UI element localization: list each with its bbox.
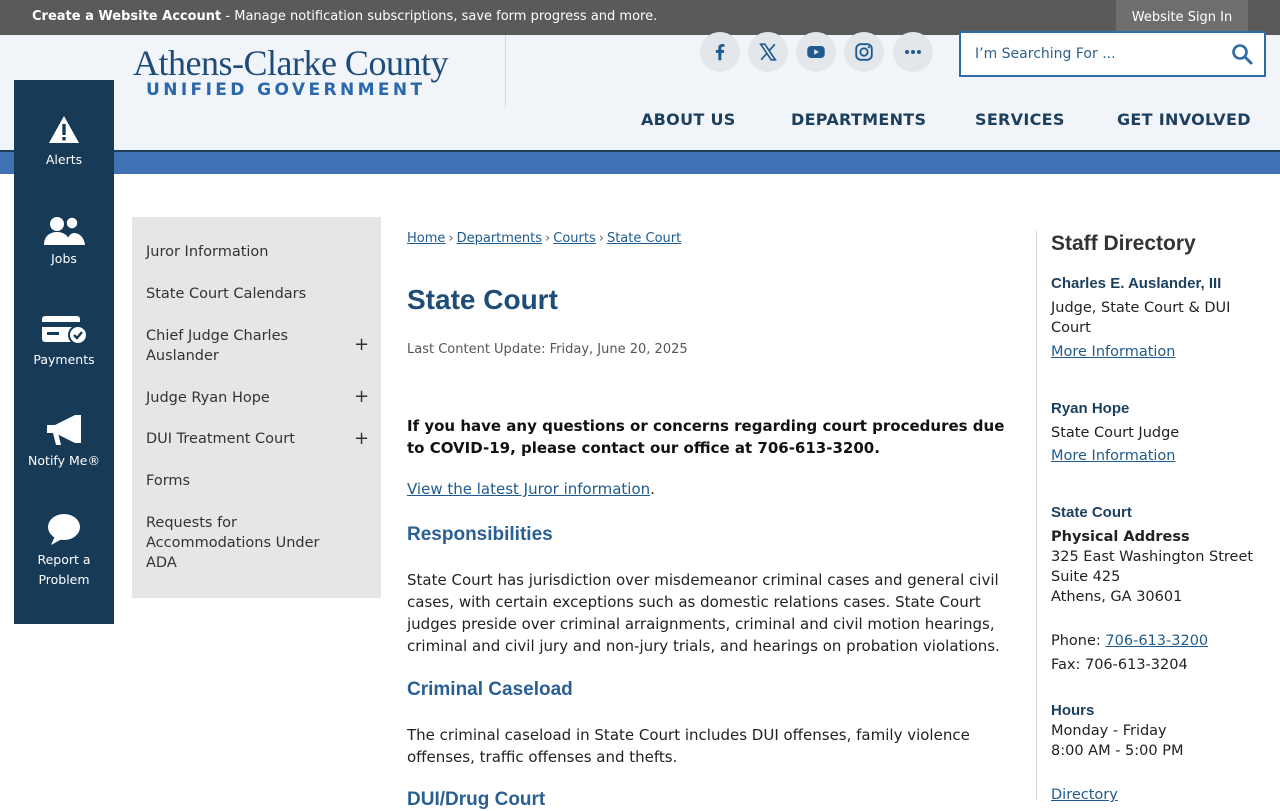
create-account-link[interactable]: Create a Website Account [32,9,222,24]
nav-get-involved[interactable]: GET INVOLVED [1117,110,1251,129]
breadcrumb-courts[interactable]: Courts [553,231,596,246]
youtube-button[interactable] [796,32,836,72]
more-information-link[interactable]: More Information [1051,448,1176,464]
logo-subtitle[interactable]: UNIFIED GOVERNMENT [146,80,426,100]
sidenav-state-court-calendars[interactable]: State Court Calendars [146,286,307,302]
staff-title: Court [1051,320,1091,336]
more-icon [902,41,924,63]
staff-more-info-link [1051,446,1176,466]
office-name: State Court [1051,504,1132,521]
x-button[interactable] [748,32,788,72]
jobs-icon [41,215,87,245]
search-icon[interactable] [1230,42,1254,66]
alert-icon [47,114,81,146]
quick-link-jobs[interactable] [14,215,114,269]
page-title: State Court [407,284,558,315]
expand-icon[interactable]: + [354,428,370,449]
expand-icon[interactable]: + [354,334,370,355]
responsibilities-text: State Court has jurisdiction over misdemeanor criminal cases and general civil cases, with certain exceptions such as domestic relations cases. State Court judges preside over criminal arraignments, criminal and civil motion hearings, criminal and civil jury and non-jury trials, and hearings on probation violations. [407,571,1000,655]
sidenav-juror-information[interactable]: Juror Information [146,244,269,260]
staff-name: Ryan Hope [1051,400,1130,417]
header-band [0,152,1280,174]
x-icon [757,41,779,63]
sign-in-button[interactable]: Website Sign In [1116,0,1248,35]
nav-about-us[interactable]: ABOUT US [641,110,736,129]
instagram-icon [853,41,875,63]
quick-link-alerts[interactable] [14,114,114,170]
staff-title: State Court Judge [1051,425,1180,441]
directory-link[interactable]: Directory [1051,787,1118,803]
breadcrumb-separator: › [598,231,604,246]
section-navigation [132,217,381,598]
logo-title[interactable]: Athens-Clarke County [133,43,448,83]
breadcrumb-home[interactable]: Home [407,231,446,246]
phone-link[interactable]: 706-613-3200 [1105,633,1209,649]
account-bar [0,0,1280,35]
instagram-button[interactable] [844,32,884,72]
expand-icon[interactable]: + [354,386,370,407]
search-input[interactable] [975,43,1215,65]
staff-directory-heading: Staff Directory [1051,232,1196,255]
address-suite: Suite 425 [1051,569,1121,585]
hours-days: Monday - Friday [1051,723,1167,739]
quick-link-payments[interactable] [14,314,114,370]
facebook-icon [709,41,731,63]
quick-link-label: Jobs [51,251,77,266]
header-divider [505,35,506,107]
quick-link-notify-me[interactable] [14,413,114,471]
juror-info-suffix: . [650,480,655,498]
directory-link-wrap [1051,785,1118,805]
quick-link-label: Notify Me® [28,453,100,468]
quick-link-label: Report a Problem [37,552,91,587]
quick-link-label: Payments [33,352,95,367]
sidenav-forms[interactable]: Forms [146,473,191,489]
juror-info-link[interactable]: View the latest Juror information [407,480,651,498]
youtube-icon [805,41,827,63]
sidenav-dui-treatment-court[interactable]: DUI Treatment Court [146,431,295,447]
office-fax: Fax: 706-613-3204 [1051,657,1188,673]
create-account-description: - Manage notification subscriptions, save form progress and more. [221,9,658,24]
nav-departments[interactable]: DEPARTMENTS [791,110,927,129]
breadcrumb [407,231,681,246]
dui-drug-court-heading: DUI/Drug Court [407,789,546,810]
staff-more-info-link [1051,342,1176,362]
more-social-button[interactable] [893,32,933,72]
address-city: Athens, GA 30601 [1051,589,1183,605]
criminal-caseload-text: The criminal caseload in State Court includes DUI offenses, family violence offenses, traffic offenses and thefts. [407,726,970,766]
megaphone-icon [44,413,84,447]
more-information-link[interactable]: More Information [1051,344,1176,360]
covid-notice: If you have any questions or concerns regarding court procedures due to COVID-19, please contact our office at 706-613-3200. [407,417,1005,457]
sidenav-ada-accommodations[interactable]: Requests for Accommodations Under ADA [146,515,320,571]
staff-name: Charles E. Auslander, III [1051,275,1222,292]
quick-link-report-problem[interactable] [14,512,114,590]
juror-info-line [407,480,655,498]
nav-services[interactable]: SERVICES [975,110,1065,129]
breadcrumb-separator: › [545,231,551,246]
office-phone [1051,631,1208,651]
breadcrumb-state-court[interactable]: State Court [606,231,682,246]
sidenav-chief-judge-auslander[interactable]: Chief Judge Charles Auslander [146,328,289,364]
right-column-divider [1036,231,1037,800]
phone-label: Phone: [1051,633,1106,649]
breadcrumb-separator: › [448,231,454,246]
hours-time: 8:00 AM - 5:00 PM [1051,743,1184,759]
create-account-message [32,9,657,24]
site-search [959,31,1266,77]
quick-link-label: Alerts [45,152,83,167]
sidenav-judge-ryan-hope[interactable]: Judge Ryan Hope [146,390,270,406]
criminal-caseload-heading: Criminal Caseload [407,679,573,700]
staff-title: Judge, State Court & DUI [1051,300,1231,316]
breadcrumb-departments[interactable]: Departments [456,231,543,246]
address-street: 325 East Washington Street [1051,549,1254,565]
address-label: Physical Address [1051,529,1190,545]
payments-icon [40,314,88,346]
quick-links [14,80,114,624]
last-updated: Last Content Update: Friday, June 20, 2025 [407,342,688,357]
chat-icon [46,512,82,546]
facebook-button[interactable] [700,32,740,72]
hours-label: Hours [1051,702,1095,719]
responsibilities-heading: Responsibilities [407,524,553,545]
